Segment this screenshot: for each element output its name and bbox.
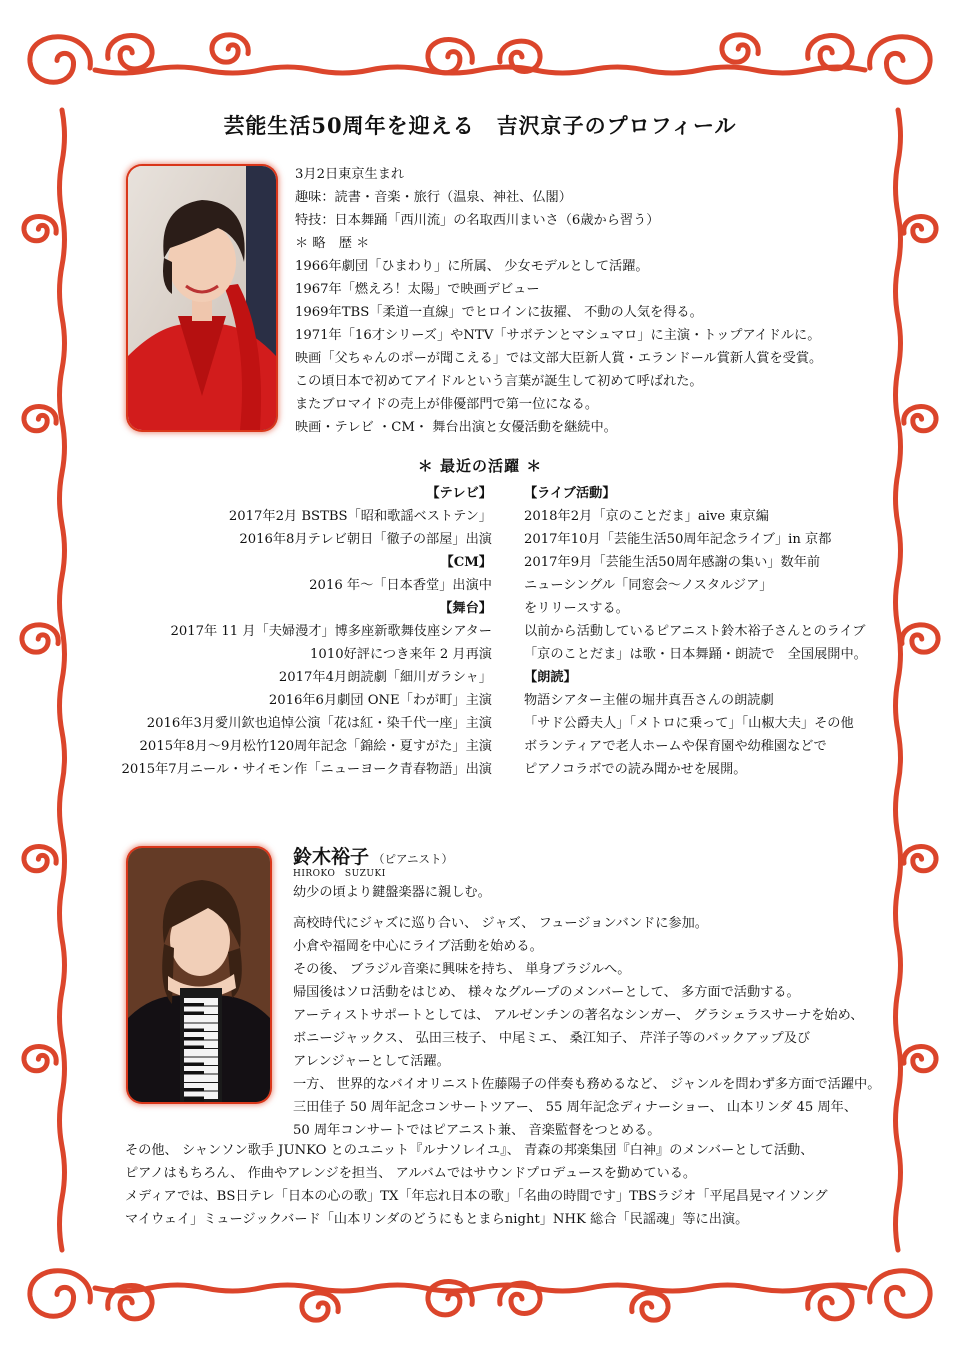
profile-line: 1967年「燃えろ！太陽」で映画デビュー <box>295 282 540 297</box>
swirl-ornament <box>904 847 936 871</box>
activity-line: 2015年8月～9月松竹120周年記念「錦絵・夏すがた」主演 <box>139 739 492 754</box>
section-heading: 【テレビ】 <box>426 486 492 501</box>
profile-line: 特技：日本舞踊「西川流」の名取西川まいさ（6歳から習う） <box>295 213 660 228</box>
activity-line: 物語シアター主催の堀井真吾さんの朗読劇 <box>524 693 774 708</box>
profile-line: 映画「父ちゃんのポーが聞こえる」では文部大臣新人賞・エランドール賞新人賞を受賞。 <box>295 351 823 366</box>
activity-line: 2017年9月「芸能生活50周年感謝の集い」数年前 <box>524 555 821 570</box>
swirl-ornament <box>808 36 852 69</box>
recent-activities-heading: ＊ 最近の活躍 ＊ <box>417 457 543 475</box>
profile-line: 趣味：読書・音楽・旅行（温泉、神社、仏閣） <box>295 190 572 205</box>
activity-line: ピアノコラボでの読み聞かせを展開。 <box>524 762 747 777</box>
profile-line: マイウェイ」ミュージックバード「山本リンダのどうにもとまらnight」NHK 総合「民謡魂」等に出演。 <box>125 1212 749 1227</box>
swirl-ornament <box>428 1282 472 1315</box>
white-key <box>184 1075 218 1083</box>
profile-line: その他、 シャンソン歌手 JUNKO とのユニット『ルナソレイユ』、 青森の邦楽集団『白神』のメンバーとして活動、 <box>125 1143 814 1158</box>
swirl-ornament <box>904 1047 936 1071</box>
activity-line: ボランティアで老人ホームや保育園や幼稚園などで <box>524 739 827 754</box>
profile-line: 一方、 世界的なバイオリニスト佐藤陽子の伴奏も務めるなど、 ジャンルを問わず多方面で活躍中。 <box>293 1077 881 1092</box>
swirl-ornament <box>302 1293 338 1320</box>
frame-right-border <box>896 110 901 1250</box>
profile-line: 高校時代にジャズに巡り合い、 ジャズ、 フュージョンバンドに参加。 <box>293 916 708 931</box>
swirl-ornament <box>808 1286 852 1319</box>
profile-line: アーティストサポートとしては、 アルゼンチンの著名なシンガー、 グラシェラスサーナを始め、 <box>293 1008 864 1023</box>
activity-line: 2017年10月「芸能生活50周年記念ライブ」in 京都 <box>524 532 832 547</box>
activity-line: 1010好評につき来年 2 月再演 <box>310 647 492 662</box>
activity-line: 2016年6月劇団 ONE「わが町」主演 <box>268 693 492 708</box>
profile-line: ＊ 略 歴 ＊ <box>295 236 370 251</box>
activity-line: 2017年2月 BSTBS「昭和歌謡ベストテン」 <box>228 509 492 524</box>
page-title: 芸能生活50周年を迎える 吉沢京子のプロフィール <box>223 113 737 138</box>
swirl-ornament <box>904 407 936 431</box>
activity-line: ニューシングル「同窓会～ノスタルジア」 <box>524 578 773 593</box>
swirl-ornament <box>24 217 56 241</box>
hiroko-romaji-name: HIROKO SUZUKI <box>293 869 386 879</box>
recent-activities-left-column <box>122 482 492 781</box>
recent-activities-right-column <box>524 482 867 781</box>
activity-line: 「サド公爵夫人」「メトロに乗って」「山椒大夫」その他 <box>524 716 854 731</box>
activity-line: 2017年4月朗読劇「細川ガラシャ」 <box>278 670 492 685</box>
activity-line: をリリースする。 <box>524 601 629 616</box>
frame-bottom-border <box>95 1285 865 1291</box>
activity-line: 2017年 11 月「夫婦漫才」博多座新歌舞伎座シアター <box>170 624 492 639</box>
kyoko-profile-text <box>295 163 822 439</box>
swirl-ornament <box>108 36 152 69</box>
activity-line: 「京のことだま」は歌・日本舞踊・朗読で 全国展開中。 <box>524 647 867 662</box>
swirl-ornament <box>428 40 472 73</box>
profile-line: この頃日本で初めてアイドルという言葉が誕生して初めて呼ばれた。 <box>295 374 703 389</box>
profile-line: メディアでは、BS日テレ「日本の心の歌」TX「年忘れ日本の歌」「名曲の時間です」TBSラジオ「平尾昌晃マイソング <box>125 1189 828 1204</box>
profile-line: 三田佳子 50 周年記念コンサートツアー、 55 周年記念ディナーショー、 山本リンダ 45 周年、 <box>293 1100 858 1115</box>
swirl-ornament <box>870 1271 930 1316</box>
hiroko-profile-text <box>293 881 880 1142</box>
swirl-ornament <box>30 1271 90 1316</box>
profile-line: 1966年劇団「ひまわり」に所属、 少女モデルとして活躍。 <box>295 259 649 274</box>
profile-line: 帰国後はソロ活動をはじめ、 様々なグループのメンバーとして、 多方面で活動する。 <box>293 985 800 1000</box>
hiroko-profile-text-wide <box>125 1139 828 1231</box>
section-heading: 【ライブ活動】 <box>524 486 616 501</box>
swirl-ornament <box>22 625 58 652</box>
portrait-woman-red-dress-image <box>128 166 276 430</box>
profile-line: 映画・テレビ ・CM・ 舞台出演と女優活動を継続中。 <box>295 420 617 435</box>
swirl-ornament <box>24 1047 56 1071</box>
section-heading: 【舞台】 <box>439 601 492 616</box>
swirl-ornament <box>904 217 936 241</box>
profile-line: その後、 ブラジル音楽に興味を持ち、 単身ブラジルへ。 <box>293 962 631 977</box>
profile-line: 幼少の頃より鍵盤楽器に親しむ。 <box>293 885 491 900</box>
white-key <box>184 1049 218 1057</box>
swirl-ornament <box>212 35 248 62</box>
section-heading: 【CM】 <box>440 555 492 570</box>
frame-left-border <box>60 110 65 1250</box>
activity-line: 2016年3月愛川欽也追悼公演「花は紅・染千代一座」主演 <box>146 716 492 731</box>
hiroko-role: （ピアニスト） <box>373 852 453 866</box>
swirl-ornament <box>632 1293 668 1320</box>
kyoko-portrait-photo <box>128 166 276 430</box>
swirl-ornament <box>722 35 758 62</box>
profile-line: 3月2日東京生まれ <box>295 167 405 182</box>
hiroko-name-line <box>293 842 453 869</box>
hiroko-name: 鈴木裕子 <box>293 846 370 868</box>
activity-line: 以前から活動しているピアニスト鈴木裕子さんとのライブ <box>524 624 866 639</box>
profile-line: ピアノはもちろん、 作曲やアレンジを担当、 アルバムではサウンドプロデュースを勤めている。 <box>125 1166 697 1181</box>
activity-line: 2018年2月「京のことだま」aive 東京編 <box>524 509 769 524</box>
profile-line: 1971年「16才シリーズ」やNTV「サボテンとマシュマロ」に主演・トップアイドルに。 <box>295 328 821 343</box>
frame-top-border <box>95 67 865 73</box>
swirl-ornament <box>24 847 56 871</box>
profile-line: ボニージャックス、 弘田三枝子、 中尾ミエ、 桑江知子、 芹洋子等のバックアップ及び <box>293 1031 811 1046</box>
black-key <box>184 1097 204 1102</box>
profile-line: 1969年TBS「柔道一直線」でヒロインに抜擢、 不動の人気を得る。 <box>295 305 703 320</box>
white-key <box>184 1015 218 1023</box>
activity-line: 2015年7月ニール・サイモン作「ニューヨーク青春物語」出演 <box>121 762 492 777</box>
hiroko-portrait-photo <box>128 848 270 1102</box>
activity-line: 2016 年～「日本香堂」出演中 <box>309 578 492 593</box>
profile-line: 50 周年コンサートではピアニスト兼、 音楽監督をつとめる。 <box>293 1123 661 1138</box>
profile-line: 小倉や福岡を中心にライブ活動を始める。 <box>293 939 543 954</box>
portrait-woman-melodica-image <box>128 848 270 1102</box>
activity-line: 2016年8月テレビ朝日「徹子の部屋」出演 <box>239 532 492 547</box>
swirl-ornament <box>24 407 56 431</box>
profile-line: またブロマイドの売上が俳優部門で第一位になる。 <box>295 397 599 412</box>
section-heading: 【朗読】 <box>524 670 577 685</box>
melodica-keys <box>184 998 218 1102</box>
swirl-ornament <box>870 37 930 82</box>
swirl-ornament <box>902 625 938 652</box>
swirl-ornament <box>30 37 90 82</box>
profile-line: アレンジャーとして活躍。 <box>293 1054 450 1069</box>
